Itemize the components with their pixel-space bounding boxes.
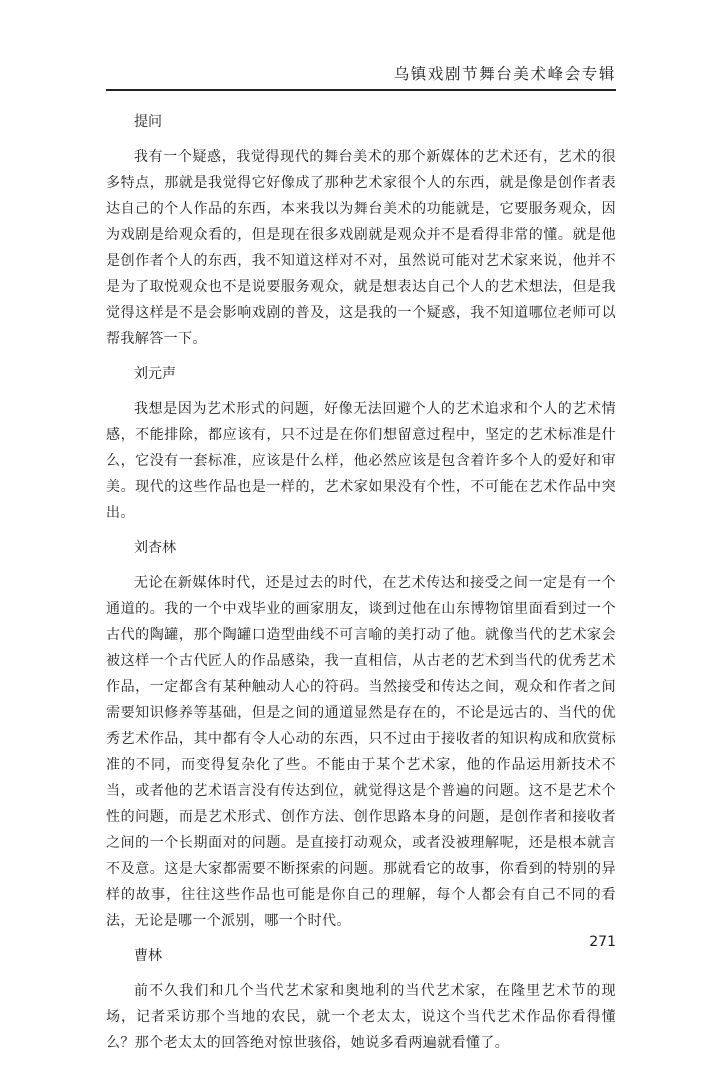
- speaker-label: 刘元声: [134, 366, 176, 382]
- speaker-label: 提问: [134, 114, 162, 130]
- header-rule: [106, 89, 616, 91]
- speech-paragraph: 我想是因为艺术形式的问题，好像无法回避个人的艺术追求和个人的艺术情感，不能排除，都应该有，只不过是在你们想留意过程中，坚定的艺术标准是什么，它没有一套标准，应该是什么样，他必然应该是包含着许多个人的爱好和审美。现代的这些作品也是一样的，艺术家如果没有个性，不可能在艺术作品中突出。: [106, 401, 616, 521]
- speech-paragraph: 前不久我们和几个当代艺术家和奥地利的当代艺术家，在隆里艺术节的现场，记者采访那个当地的农民，就一个老太太，说这个当代艺术作品你看得懂么？那个老太太的回答绝对惊世骇俗，她说多看两遍就看懂了。: [106, 983, 616, 1051]
- speaker-label: 刘杏林: [134, 540, 176, 556]
- speaker-label: 曹林: [134, 948, 162, 964]
- speech-paragraph: 无论在新媒体时代，还是过去的时代，在艺术传达和接受之间一定是有一个通道的。我的一个中戏毕业的画家朋友，谈到过他在山东博物馆里面看到过一个古代的陶罐，那个陶罐口造型曲线不可言喻的美打动了他。就像当代的艺术家会被这样一个古代匠人的作品感染，我一直相信，从古老的艺术到当代的优秀艺术作品，一定都含有某种触动人心的符码。当然接受和传达之间，观众和作者之间需要知识修养等基础，但是之间的通道显然是存在的，不论是远古的、当代的优秀艺术作品，其中都有令人心动的东西，只不过由于接收者的知识构成和欣赏标准的不同，而变得复杂化了些。不能由于某个艺术家，他的作品运用新技术不当，或者他的艺术语言没有传达到位，就觉得这是个普遍的问题。这不是艺术个性的问题，而是艺术形式、创作方法、创作思路本身的问题，是创作者和接收者之间的一个长期面对的问题。是直接打动观众，或者没被理解呢，还是根本就言不及意。这是大家都需要不断探索的问题。那就看它的故事，你看到的特别的异样的故事，往往这些作品也可能是你自己的理解，每个人都会有自己不同的看法，无论是哪一个派别，哪一个时代。: [106, 575, 616, 929]
- qa-section-question: [106, 109, 616, 352]
- page-body: [106, 106, 616, 1065]
- qa-section-answer: [106, 535, 616, 934]
- qa-section-answer: [106, 361, 616, 526]
- speech-paragraph: 我有一个疑惑，我觉得现代的舞台美术的那个新媒体的艺术还有，艺术的很多特点，那就是我觉得它好像成了那种艺术家很个人的东西，就是像是创作者表达自己的个人作品的东西，本来我以为舞台美术的功能就是，它要服务观众，因为戏剧是给观众看的，但是现在很多戏剧就是观众并不是看得非常的懂。就是他是创作者个人的东西，我不知道这样对不对，虽然说可能对艺术家来说，他并不是为了取悦观众也不是说要服务观众，就是想表达自己个人的艺术想法，但是我觉得这样是不是会影响戏剧的普及，这是我的一个疑惑，我不知道哪位老师可以帮我解答一下。: [106, 149, 616, 347]
- page-number: 271: [589, 934, 616, 950]
- qa-section-answer: [106, 943, 616, 1056]
- running-header: 乌镇戏剧节舞台美术峰会专辑: [393, 65, 616, 83]
